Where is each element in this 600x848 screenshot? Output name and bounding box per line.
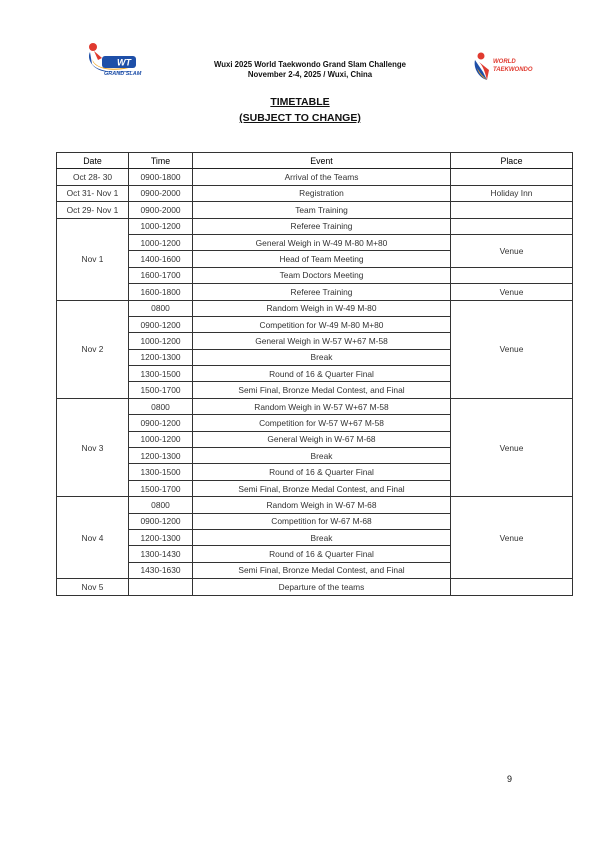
event-cell: General Weigh in W-67 M-68 xyxy=(193,431,451,447)
world-taekwondo-logo xyxy=(471,50,535,90)
event-cell: Competition for W-67 M-68 xyxy=(193,513,451,529)
date-cell: Oct 31- Nov 1 xyxy=(57,185,129,201)
time-cell: 1600-1700 xyxy=(129,267,193,283)
event-header xyxy=(150,60,470,80)
time-cell: 1200-1300 xyxy=(129,529,193,545)
event-dates-location: November 2-4, 2025 / Wuxi, China xyxy=(247,70,373,79)
table-row xyxy=(57,185,573,201)
event-cell: Referee Training xyxy=(193,284,451,300)
table-row xyxy=(57,202,573,218)
event-cell: Break xyxy=(193,529,451,545)
time-cell: 1000-1200 xyxy=(129,234,193,250)
event-cell: Random Weigh in W-49 M-80 xyxy=(193,300,451,316)
event-cell: Competition for W-57 W+67 M-58 xyxy=(193,415,451,431)
column-header-event: Event xyxy=(193,153,451,169)
page-title: TIMETABLE xyxy=(270,96,330,108)
time-cell: 1400-1600 xyxy=(129,251,193,267)
event-cell: Referee Training xyxy=(193,218,451,234)
event-cell: Head of Team Meeting xyxy=(193,251,451,267)
grand-slam-logo xyxy=(84,38,146,78)
time-cell: 1430-1630 xyxy=(129,562,193,578)
event-cell: Competition for W-49 M-80 M+80 xyxy=(193,316,451,332)
time-cell: 1000-1200 xyxy=(129,218,193,234)
time-cell: 0900-2000 xyxy=(129,202,193,218)
time-cell: 1200-1300 xyxy=(129,349,193,365)
place-cell: Venue xyxy=(451,398,573,496)
table-row xyxy=(57,284,573,300)
table-row xyxy=(57,579,573,595)
time-cell: 0900-1200 xyxy=(129,513,193,529)
place-cell xyxy=(451,218,573,234)
event-cell: Arrival of the Teams xyxy=(193,169,451,185)
timetable xyxy=(56,152,573,596)
column-header-date: Date xyxy=(57,153,129,169)
event-cell: Round of 16 & Quarter Final xyxy=(193,366,451,382)
event-cell: Departure of the teams xyxy=(193,579,451,595)
table-row xyxy=(57,267,573,283)
time-cell: 1000-1200 xyxy=(129,333,193,349)
grand-slam-emblem-icon xyxy=(84,38,146,78)
svg-text:WORLD: WORLD xyxy=(493,59,516,65)
time-cell: 0900-1200 xyxy=(129,415,193,431)
time-cell: 0900-1800 xyxy=(129,169,193,185)
event-cell: General Weigh in W-49 M-80 M+80 xyxy=(193,234,451,250)
page-subtitle: (SUBJECT TO CHANGE) xyxy=(239,112,361,124)
event-cell: Round of 16 & Quarter Final xyxy=(193,464,451,480)
time-cell: 1600-1800 xyxy=(129,284,193,300)
place-cell: Venue xyxy=(451,300,573,398)
table-row xyxy=(57,300,573,316)
world-taekwondo-emblem-icon xyxy=(471,50,535,90)
place-cell xyxy=(451,169,573,185)
event-cell: Team Doctors Meeting xyxy=(193,267,451,283)
event-cell: Round of 16 & Quarter Final xyxy=(193,546,451,562)
place-cell: Holiday Inn xyxy=(451,185,573,201)
date-cell: Oct 29- Nov 1 xyxy=(57,202,129,218)
time-cell: 0900-1200 xyxy=(129,316,193,332)
time-cell: 1300-1500 xyxy=(129,366,193,382)
event-cell: Semi Final, Bronze Medal Contest, and Final xyxy=(193,382,451,398)
place-cell: Venue xyxy=(451,284,573,300)
place-cell xyxy=(451,202,573,218)
date-cell: Oct 28- 30 xyxy=(57,169,129,185)
table-row xyxy=(57,218,573,234)
event-cell: Random Weigh in W-67 M-68 xyxy=(193,497,451,513)
svg-text:TAEKWONDO: TAEKWONDO xyxy=(493,67,533,73)
table-row xyxy=(57,234,573,250)
place-cell: Venue xyxy=(451,497,573,579)
event-title: Wuxi 2025 World Taekwondo Grand Slam Challenge xyxy=(214,60,406,69)
time-cell: 0800 xyxy=(129,497,193,513)
page-number: 9 xyxy=(507,774,513,784)
event-cell: Team Training xyxy=(193,202,451,218)
event-cell: Random Weigh in W-57 W+67 M-58 xyxy=(193,398,451,414)
event-cell: Semi Final, Bronze Medal Contest, and Final xyxy=(193,562,451,578)
date-cell: Nov 1 xyxy=(57,218,129,300)
time-cell: 1200-1300 xyxy=(129,448,193,464)
time-cell: 1500-1700 xyxy=(129,382,193,398)
time-cell: 0800 xyxy=(129,398,193,414)
place-cell: Venue xyxy=(451,234,573,267)
time-cell xyxy=(129,579,193,595)
event-cell: Break xyxy=(193,349,451,365)
event-cell: Registration xyxy=(193,185,451,201)
date-cell: Nov 2 xyxy=(57,300,129,398)
date-cell: Nov 4 xyxy=(57,497,129,579)
svg-text:GRAND SLAM: GRAND SLAM xyxy=(104,71,142,77)
svg-text:WT: WT xyxy=(117,57,131,68)
table-row xyxy=(57,398,573,414)
event-cell: General Weigh in W-57 W+67 M-58 xyxy=(193,333,451,349)
time-cell: 1000-1200 xyxy=(129,431,193,447)
column-header-place: Place xyxy=(451,153,573,169)
time-cell: 1500-1700 xyxy=(129,480,193,496)
time-cell: 1300-1430 xyxy=(129,546,193,562)
time-cell: 0800 xyxy=(129,300,193,316)
date-cell: Nov 3 xyxy=(57,398,129,496)
date-cell: Nov 5 xyxy=(57,579,129,595)
table-row xyxy=(57,497,573,513)
place-cell xyxy=(451,579,573,595)
time-cell: 1300-1500 xyxy=(129,464,193,480)
event-cell: Break xyxy=(193,448,451,464)
column-header-time: Time xyxy=(129,153,193,169)
table-row xyxy=(57,169,573,185)
time-cell: 0900-2000 xyxy=(129,185,193,201)
event-cell: Semi Final, Bronze Medal Contest, and Final xyxy=(193,480,451,496)
table-header-row xyxy=(57,153,573,169)
place-cell xyxy=(451,267,573,283)
